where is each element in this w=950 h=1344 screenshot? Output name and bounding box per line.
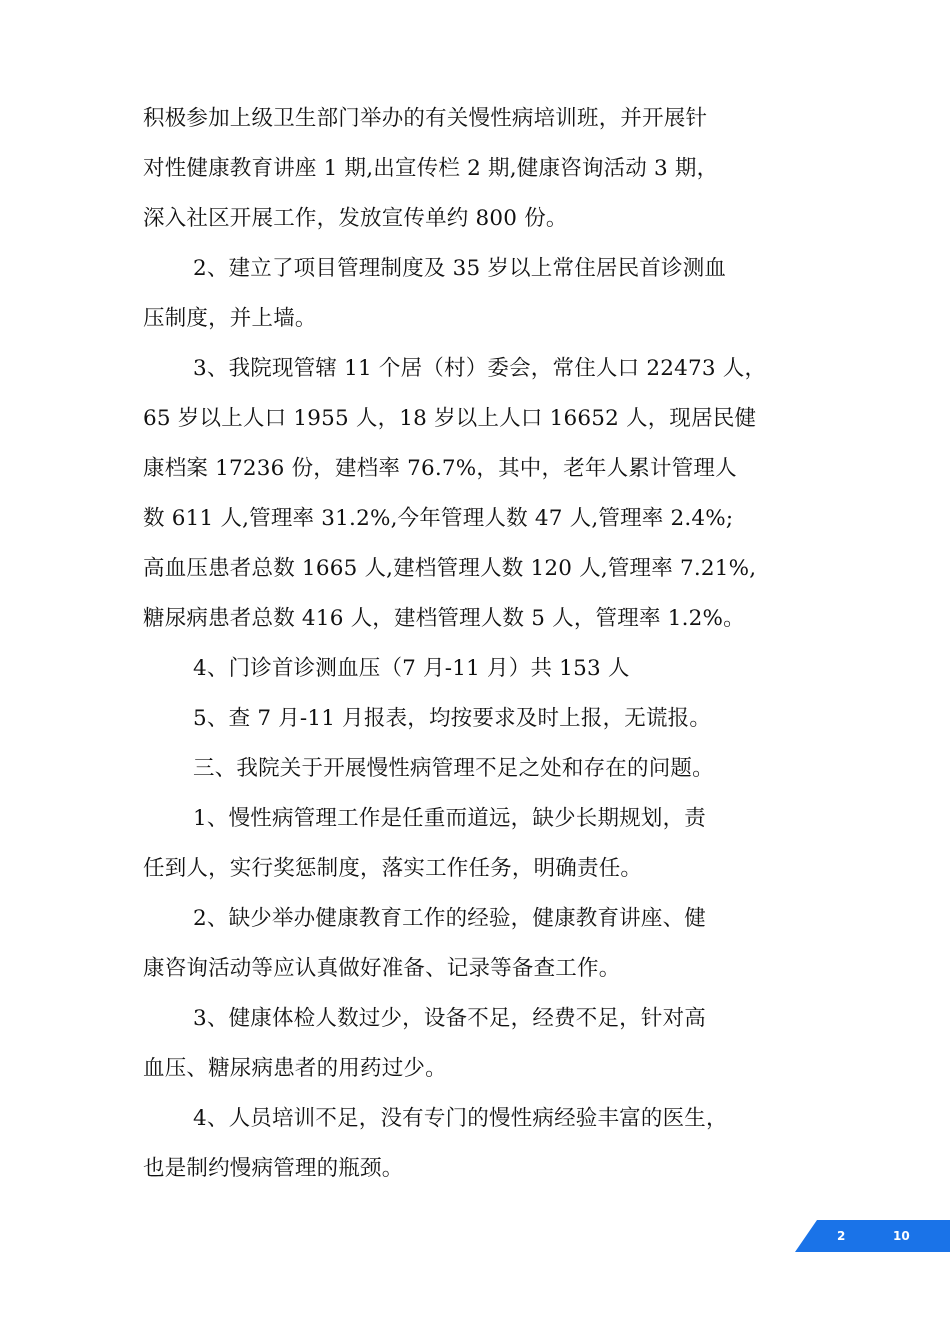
text-line: 4、人员培训不足，没有专门的慢性病经验丰富的医生， bbox=[193, 1106, 728, 1131]
text-line: 高血压患者总数 1665 人,建档管理人数 120 人,管理率 7.21%, bbox=[143, 556, 757, 581]
text-line: 3、健康体检人数过少，设备不足，经费不足，针对高 bbox=[193, 1006, 706, 1031]
text-line: 血压、糖尿病患者的用药过少。 bbox=[143, 1056, 447, 1081]
page-footer bbox=[795, 1220, 950, 1252]
text-line: 1、慢性病管理工作是任重而道远，缺少长期规划，责 bbox=[193, 806, 706, 831]
text-line: 65 岁以上人口 1955 人，18 岁以上人口 16652 人，现居民健 bbox=[143, 406, 757, 431]
text-line: 5、查 7 月-11 月报表，均按要求及时上报，无谎报。 bbox=[193, 706, 712, 731]
document-body bbox=[143, 94, 823, 1194]
text-line: 4、门诊首诊测血压（7 月-11 月）共 153 人 bbox=[193, 656, 630, 681]
text-line: 积极参加上级卫生部门举办的有关慢性病培训班，并开展针 bbox=[143, 106, 708, 131]
text-line: 2、缺少举办健康教育工作的经验，健康教育讲座、健 bbox=[193, 906, 706, 931]
current-page-number: 2 bbox=[837, 1229, 846, 1243]
text-line: 三、我院关于开展慢性病管理不足之处和存在的问题。 bbox=[193, 756, 714, 781]
text-line: 康档案 17236 份，建档率 76.7%，其中，老年人累计管理人 bbox=[143, 456, 737, 481]
text-line: 3、我院现管辖 11 个居（村）委会，常住人口 22473 人， bbox=[193, 356, 767, 381]
text-line: 对性健康教育讲座 1 期,出宣传栏 2 期,健康咨询活动 3 期， bbox=[143, 156, 719, 181]
total-page-count: 10 bbox=[893, 1229, 910, 1243]
text-line: 压制度，并上墙。 bbox=[143, 306, 317, 331]
page-footer-banner bbox=[795, 1220, 950, 1252]
text-line: 数 611 人,管理率 31.2%,今年管理人数 47 人,管理率 2.4%; bbox=[143, 506, 734, 531]
text-line: 2、建立了项目管理制度及 35 岁以上常住居民首诊测血 bbox=[193, 256, 727, 281]
text-line: 糖尿病患者总数 416 人，建档管理人数 5 人，管理率 1.2%。 bbox=[143, 606, 745, 631]
text-line: 康咨询活动等应认真做好准备、记录等备查工作。 bbox=[143, 956, 621, 981]
text-line: 任到人，实行奖惩制度，落实工作任务，明确责任。 bbox=[143, 856, 643, 881]
text-line: 也是制约慢病管理的瓶颈。 bbox=[143, 1156, 404, 1181]
text-line: 深入社区开展工作，发放宣传单约 800 份。 bbox=[143, 206, 568, 231]
